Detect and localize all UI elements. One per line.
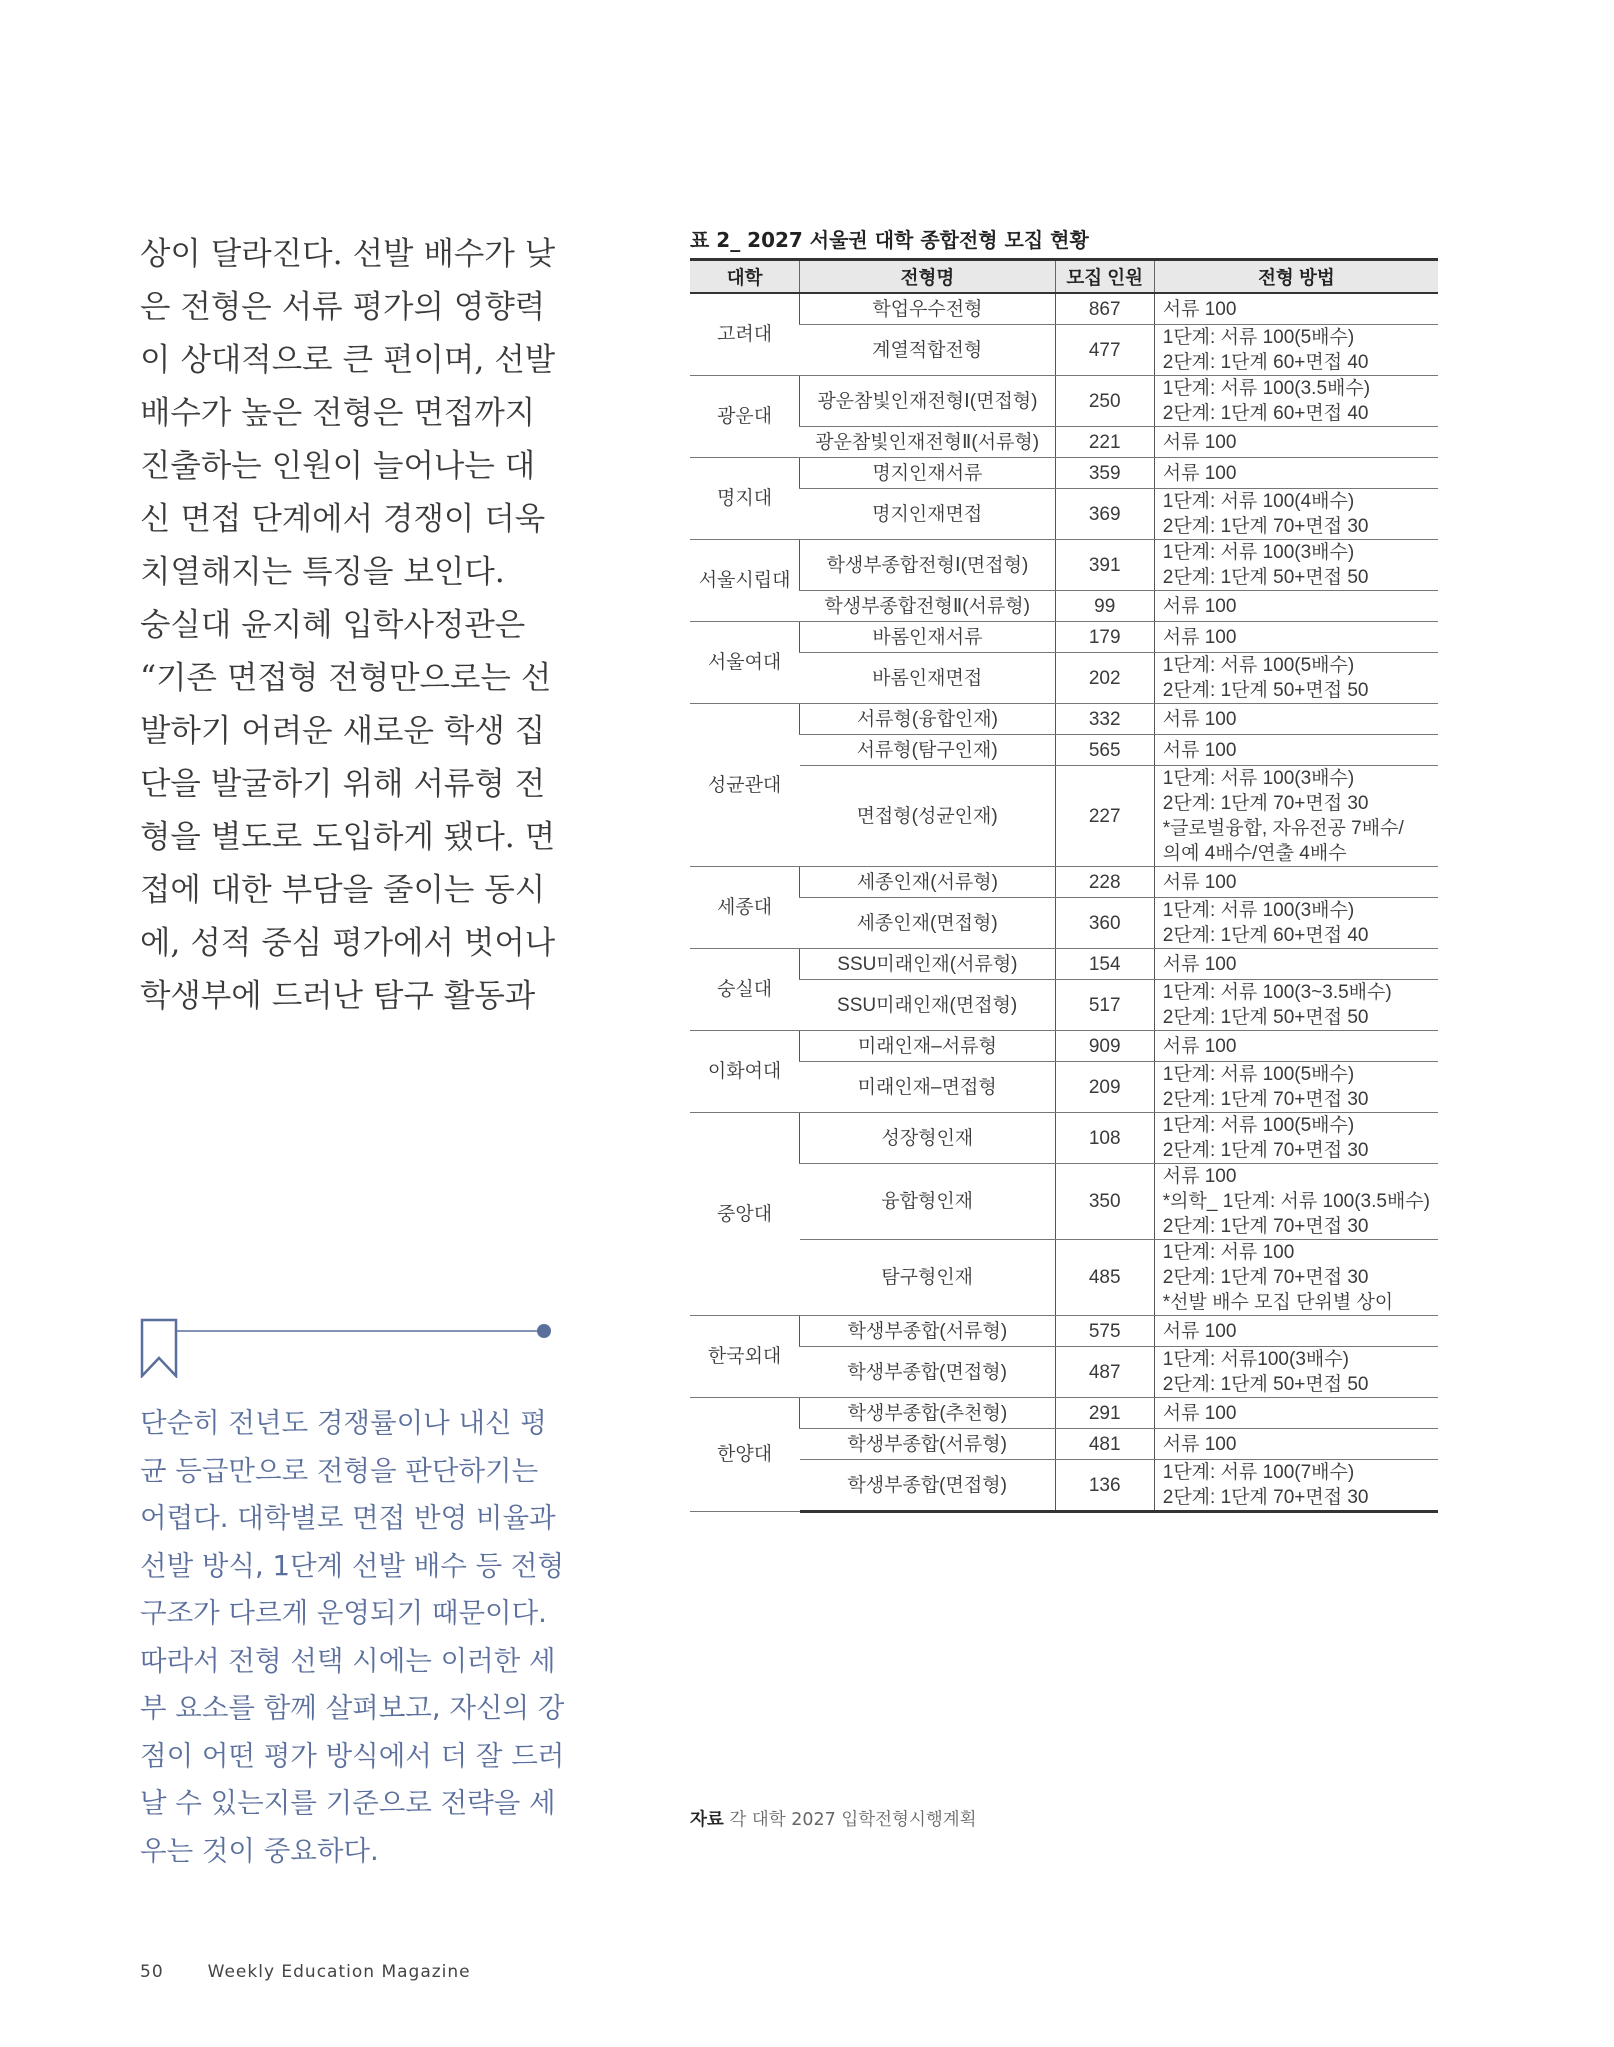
- header-count: 모집 인원: [1055, 260, 1154, 294]
- method-line: 2단계: 1단계 50+면접 50: [1162, 1374, 1369, 1395]
- cell-quota: 477: [1055, 325, 1154, 376]
- cell-admission-type: 학생부종합(면접형): [800, 1347, 1055, 1398]
- method-line: 1단계: 서류 100(3배수): [1162, 768, 1355, 789]
- method-line: 1단계: 서류 100(5배수): [1162, 327, 1355, 348]
- table-source: [690, 1806, 977, 1831]
- cell-quota: 487: [1055, 1347, 1154, 1398]
- cell-method: [1154, 591, 1438, 622]
- cell-university: 서울시립대: [690, 540, 800, 622]
- method-line: 1단계: 서류 100(3배수): [1162, 542, 1355, 563]
- cell-method: [1154, 867, 1438, 898]
- body-text: [140, 228, 560, 1023]
- table-row: [690, 653, 1438, 704]
- table-body: [690, 293, 1438, 1512]
- header-univ: 대학: [690, 260, 800, 294]
- source-text: 각 대학 2027 입학전형시행계획: [729, 1810, 977, 1830]
- table-title: 표 2_ 2027 서울권 대학 종합전형 모집 현황: [690, 228, 1089, 252]
- method-line: 서류 100: [1162, 1166, 1237, 1187]
- table-row: [690, 427, 1438, 458]
- table-row: [690, 1164, 1438, 1240]
- cell-quota: 359: [1055, 458, 1154, 489]
- table-row: [690, 325, 1438, 376]
- cell-method: [1154, 1347, 1438, 1398]
- cell-method: [1154, 1062, 1438, 1113]
- cell-admission-type: 서류형(탐구인재): [800, 735, 1055, 766]
- body-paragraph: 숭실대 윤지혜 입학사정관은 “기존 면접형 전형만으로는 선발하기 어려운 새로운 학생 집단을 발굴하기 위해 서류형 전형을 별도로 도입하게 됐다. 면접에 대한 부담을 줄이는 동시에, 성적 중심 평가에서 벗어나 학생부에 드러난 탐구 활동과: [140, 607, 556, 1014]
- table-row: [690, 293, 1438, 325]
- header-type: 전형명: [800, 260, 1055, 294]
- cell-quota: 867: [1055, 293, 1154, 325]
- cell-quota: 179: [1055, 622, 1154, 653]
- cell-quota: 291: [1055, 1398, 1154, 1429]
- cell-quota: 154: [1055, 949, 1154, 980]
- cell-university: 서울여대: [690, 622, 800, 704]
- cell-method: [1154, 653, 1438, 704]
- cell-admission-type: 광운참빛인재전형Ⅱ(서류형): [800, 427, 1055, 458]
- admissions-table: [690, 258, 1438, 1513]
- table-row: [690, 1113, 1438, 1164]
- table-row: [690, 867, 1438, 898]
- cell-admission-type: 광운참빛인재전형Ⅰ(면접형): [800, 376, 1055, 427]
- method-line: 2단계: 1단계 60+면접 40: [1162, 925, 1369, 946]
- method-line: 2단계: 1단계 70+면접 30: [1162, 1267, 1369, 1288]
- table-row: [690, 735, 1438, 766]
- cell-method: [1154, 622, 1438, 653]
- cell-method: [1154, 293, 1438, 325]
- cell-admission-type: 융합형인재: [800, 1164, 1055, 1240]
- cell-admission-type: 명지인재면접: [800, 489, 1055, 540]
- cell-method: [1154, 704, 1438, 735]
- table-row: [690, 898, 1438, 949]
- cell-university: 고려대: [690, 293, 800, 376]
- method-line: 서류 100: [1162, 431, 1237, 453]
- cell-admission-type: 학생부종합(서류형): [800, 1429, 1055, 1460]
- cell-admission-type: 미래인재–서류형: [800, 1031, 1055, 1062]
- cell-university: 이화여대: [690, 1031, 800, 1113]
- method-line: 2단계: 1단계 60+면접 40: [1162, 352, 1369, 373]
- method-line: *글로벌융합, 자유전공 7배수/: [1162, 818, 1404, 839]
- method-line: *의학_ 1단계: 서류 100(3.5배수): [1162, 1191, 1430, 1212]
- method-line: 2단계: 1단계 70+면접 30: [1162, 793, 1369, 814]
- table-row: [690, 1398, 1438, 1429]
- table-row: [690, 766, 1438, 867]
- cell-method: [1154, 766, 1438, 867]
- method-line: 서류 100: [1162, 1035, 1237, 1057]
- cell-method: [1154, 1113, 1438, 1164]
- cell-quota: 99: [1055, 591, 1154, 622]
- cell-quota: 136: [1055, 1460, 1154, 1512]
- cell-quota: 909: [1055, 1031, 1154, 1062]
- table-row: [690, 489, 1438, 540]
- table-row: [690, 949, 1438, 980]
- cell-quota: 575: [1055, 1316, 1154, 1347]
- page-number: 50: [140, 1962, 164, 1982]
- source-label: 자료: [690, 1810, 724, 1830]
- method-line: *선발 배수 모집 단위별 상이: [1162, 1292, 1394, 1313]
- method-line: 서류 100: [1162, 595, 1237, 617]
- method-line: 1단계: 서류 100(4배수): [1162, 491, 1355, 512]
- cell-method: [1154, 540, 1438, 591]
- cell-university: 광운대: [690, 376, 800, 458]
- cell-method: [1154, 980, 1438, 1031]
- table-row: [690, 1240, 1438, 1316]
- cell-admission-type: 학생부종합전형Ⅱ(서류형): [800, 591, 1055, 622]
- cell-method: [1154, 458, 1438, 489]
- cell-admission-type: 명지인재서류: [800, 458, 1055, 489]
- cell-quota: 485: [1055, 1240, 1154, 1316]
- cell-method: [1154, 1240, 1438, 1316]
- cell-admission-type: 바롬인재서류: [800, 622, 1055, 653]
- cell-admission-type: 미래인재–면접형: [800, 1062, 1055, 1113]
- table-row: [690, 704, 1438, 735]
- method-line: 2단계: 1단계 70+면접 30: [1162, 1140, 1369, 1161]
- table-row: [690, 591, 1438, 622]
- cell-method: [1154, 949, 1438, 980]
- method-line: 1단계: 서류 100(7배수): [1162, 1462, 1355, 1483]
- method-line: 서류 100: [1162, 1402, 1237, 1424]
- cell-method: [1154, 1460, 1438, 1512]
- cell-method: [1154, 735, 1438, 766]
- table-row: [690, 540, 1438, 591]
- method-line: 서류 100: [1162, 953, 1237, 975]
- callout-quote: 단순히 전년도 경쟁률이나 내신 평균 등급만으로 전형을 판단하기는 어렵다. 대학별로 면접 반영 비율과 선발 방식, 1단계 선발 배수 등 전형 구조가 다르게 운영되기 때문이다. 따라서 전형 선택 시에는 이러한 세부 요소를 함께 살펴보고, 자신의 강점이 어떤 평가 방식에서 더 잘 드러날 수 있는지를 기준으로 전략을 세우는 것이 중요하다.: [140, 1407, 565, 1867]
- cell-quota: 250: [1055, 376, 1154, 427]
- cell-quota: 228: [1055, 867, 1154, 898]
- method-line: 2단계: 1단계 70+면접 30: [1162, 516, 1369, 537]
- method-line: 서류 100: [1162, 739, 1237, 761]
- cell-admission-type: 학업우수전형: [800, 293, 1055, 325]
- table-row: [690, 1429, 1438, 1460]
- cell-quota: 209: [1055, 1062, 1154, 1113]
- cell-method: [1154, 1429, 1438, 1460]
- method-line: 1단계: 서류100(3배수): [1162, 1349, 1349, 1370]
- cell-university: 세종대: [690, 867, 800, 949]
- table-row: [690, 1062, 1438, 1113]
- method-line: 2단계: 1단계 60+면접 40: [1162, 403, 1369, 424]
- cell-university: 숭실대: [690, 949, 800, 1031]
- method-line: 1단계: 서류 100(5배수): [1162, 1115, 1355, 1136]
- header-method: 전형 방법: [1154, 260, 1438, 294]
- cell-admission-type: 성장형인재: [800, 1113, 1055, 1164]
- cell-university: 한양대: [690, 1398, 800, 1512]
- table-header-row: [690, 260, 1438, 294]
- method-line: 2단계: 1단계 70+면접 30: [1162, 1216, 1369, 1237]
- method-line: 서류 100: [1162, 1320, 1237, 1342]
- method-line: 1단계: 서류 100(5배수): [1162, 1064, 1355, 1085]
- cell-quota: 221: [1055, 427, 1154, 458]
- cell-method: [1154, 1398, 1438, 1429]
- cell-admission-type: SSU미래인재(면접형): [800, 980, 1055, 1031]
- cell-admission-type: 바롬인재면접: [800, 653, 1055, 704]
- cell-method: [1154, 1164, 1438, 1240]
- table-row: [690, 1031, 1438, 1062]
- cell-admission-type: 면접형(성균인재): [800, 766, 1055, 867]
- table-row: [690, 458, 1438, 489]
- cell-admission-type: 계열적합전형: [800, 325, 1055, 376]
- cell-quota: 517: [1055, 980, 1154, 1031]
- cell-method: [1154, 376, 1438, 427]
- method-line: 2단계: 1단계 50+면접 50: [1162, 567, 1369, 588]
- cell-admission-type: 세종인재(서류형): [800, 867, 1055, 898]
- method-line: 1단계: 서류 100(3배수): [1162, 900, 1355, 921]
- cell-quota: 108: [1055, 1113, 1154, 1164]
- table-row: [690, 622, 1438, 653]
- method-line: 2단계: 1단계 50+면접 50: [1162, 680, 1369, 701]
- method-line: 2단계: 1단계 50+면접 50: [1162, 1007, 1369, 1028]
- table-row: [690, 1347, 1438, 1398]
- method-line: 서류 100: [1162, 462, 1237, 484]
- cell-quota: 391: [1055, 540, 1154, 591]
- cell-quota: 565: [1055, 735, 1154, 766]
- cell-method: [1154, 325, 1438, 376]
- table-row: [690, 1460, 1438, 1512]
- cell-method: [1154, 427, 1438, 458]
- cell-quota: 202: [1055, 653, 1154, 704]
- cell-university: 한국외대: [690, 1316, 800, 1398]
- cell-admission-type: 학생부종합(추천형): [800, 1398, 1055, 1429]
- cell-admission-type: 학생부종합전형Ⅰ(면접형): [800, 540, 1055, 591]
- method-line: 서류 100: [1162, 298, 1237, 320]
- cell-method: [1154, 898, 1438, 949]
- body-paragraph: 상이 달라진다. 선발 배수가 낮은 전형은 서류 평가의 영향력이 상대적으로 큰 편이며, 선발 배수가 높은 전형은 면접까지 진출하는 인원이 늘어나는 대신 면접 단계에서 경쟁이 더욱 치열해지는 특징을 보인다.: [140, 236, 556, 590]
- method-line: 2단계: 1단계 70+면접 30: [1162, 1089, 1369, 1110]
- cell-university: 중앙대: [690, 1113, 800, 1316]
- cell-university: 명지대: [690, 458, 800, 540]
- table-row: [690, 1316, 1438, 1347]
- cell-method: [1154, 489, 1438, 540]
- table-row: [690, 376, 1438, 427]
- cell-university: 성균관대: [690, 704, 800, 867]
- cell-quota: 481: [1055, 1429, 1154, 1460]
- cell-admission-type: 학생부종합(서류형): [800, 1316, 1055, 1347]
- cell-method: [1154, 1031, 1438, 1062]
- bookmark-icon: [140, 1318, 560, 1378]
- method-line: 서류 100: [1162, 708, 1237, 730]
- method-line: 1단계: 서류 100: [1162, 1242, 1295, 1263]
- cell-quota: 332: [1055, 704, 1154, 735]
- cell-quota: 360: [1055, 898, 1154, 949]
- method-line: 서류 100: [1162, 626, 1237, 648]
- cell-method: [1154, 1316, 1438, 1347]
- method-line: 서류 100: [1162, 1433, 1237, 1455]
- method-line: 서류 100: [1162, 871, 1237, 893]
- cell-quota: 369: [1055, 489, 1154, 540]
- cell-admission-type: 탐구형인재: [800, 1240, 1055, 1316]
- cell-admission-type: 세종인재(면접형): [800, 898, 1055, 949]
- table-row: [690, 980, 1438, 1031]
- method-line: 1단계: 서류 100(3~3.5배수): [1162, 982, 1392, 1003]
- method-line: 2단계: 1단계 70+면접 30: [1162, 1487, 1369, 1508]
- page-footer: [140, 1962, 471, 1982]
- method-line: 1단계: 서류 100(3.5배수): [1162, 378, 1371, 399]
- cell-admission-type: SSU미래인재(서류형): [800, 949, 1055, 980]
- cell-admission-type: 서류형(융합인재): [800, 704, 1055, 735]
- method-line: 의예 4배수/연출 4배수: [1162, 843, 1347, 864]
- cell-quota: 227: [1055, 766, 1154, 867]
- magazine-name: Weekly Education Magazine: [207, 1962, 471, 1982]
- method-line: 1단계: 서류 100(5배수): [1162, 655, 1355, 676]
- cell-admission-type: 학생부종합(면접형): [800, 1460, 1055, 1512]
- cell-quota: 350: [1055, 1164, 1154, 1240]
